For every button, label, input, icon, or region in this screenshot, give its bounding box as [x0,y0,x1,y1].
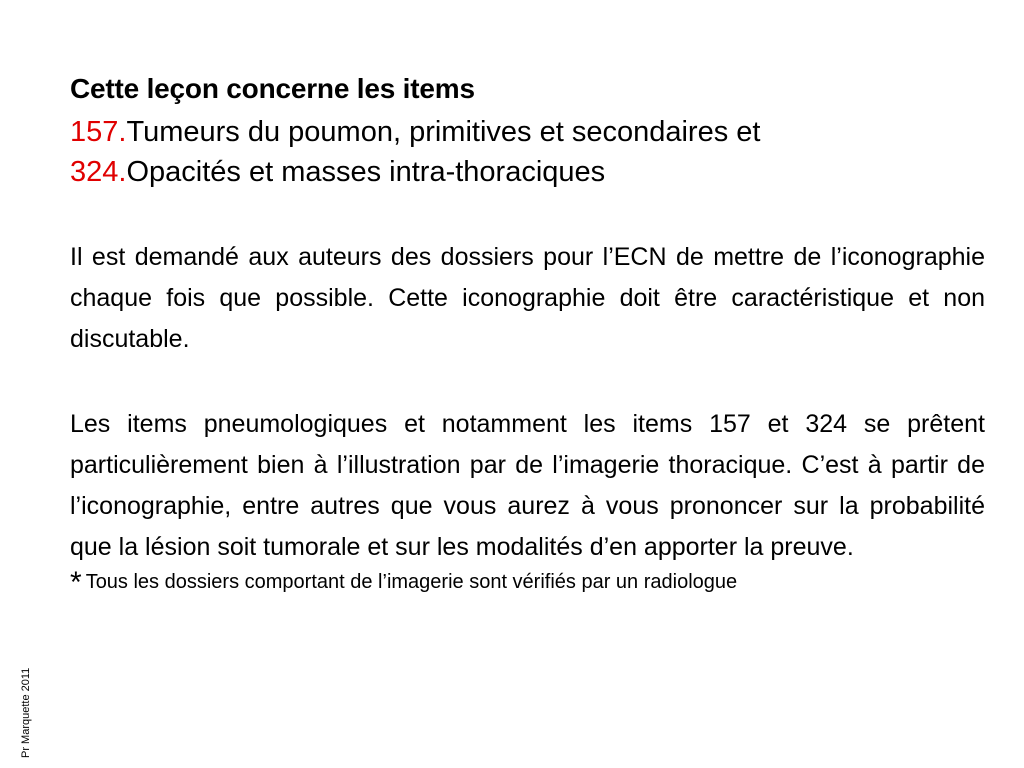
item-157 [70,112,985,152]
item-title: Opacités et masses intra-thoraciques [126,156,606,188]
item-number: 157. [70,116,127,148]
author-credit: Pr Marquette 2011 [20,667,32,758]
item-324 [70,152,985,192]
slide-content [70,72,985,615]
paragraph-iconography: Il est demandé aux auteurs des dossiers pour l’ECN de mettre de l’iconographie chaque fois que possible. Cette iconographie doit être caractéristique et non discutable. [70,243,985,353]
paragraph-pneumology-items: Les items pneumologiques et notamment les items 157 et 324 se prêtent particulièrement bien à l’illustration par de l’imagerie thoracique. C’est à partir de l’iconographie, entre autres que vous aurez à vous prononcer sur la probabilité que la lésion soit tumorale et sur les modalités d’en apporter la preuve. [70,410,985,561]
footnote-marker: * [70,566,82,599]
footnote [70,566,985,599]
footnote-text: Tous les dossiers comportant de l’imagerie sont vérifiés par un radiologue [85,571,738,593]
slide-heading: Cette leçon concerne les items [70,73,475,104]
item-title: Tumeurs du poumon, primitives et secondaires et [126,116,761,148]
item-number: 324. [70,156,127,188]
